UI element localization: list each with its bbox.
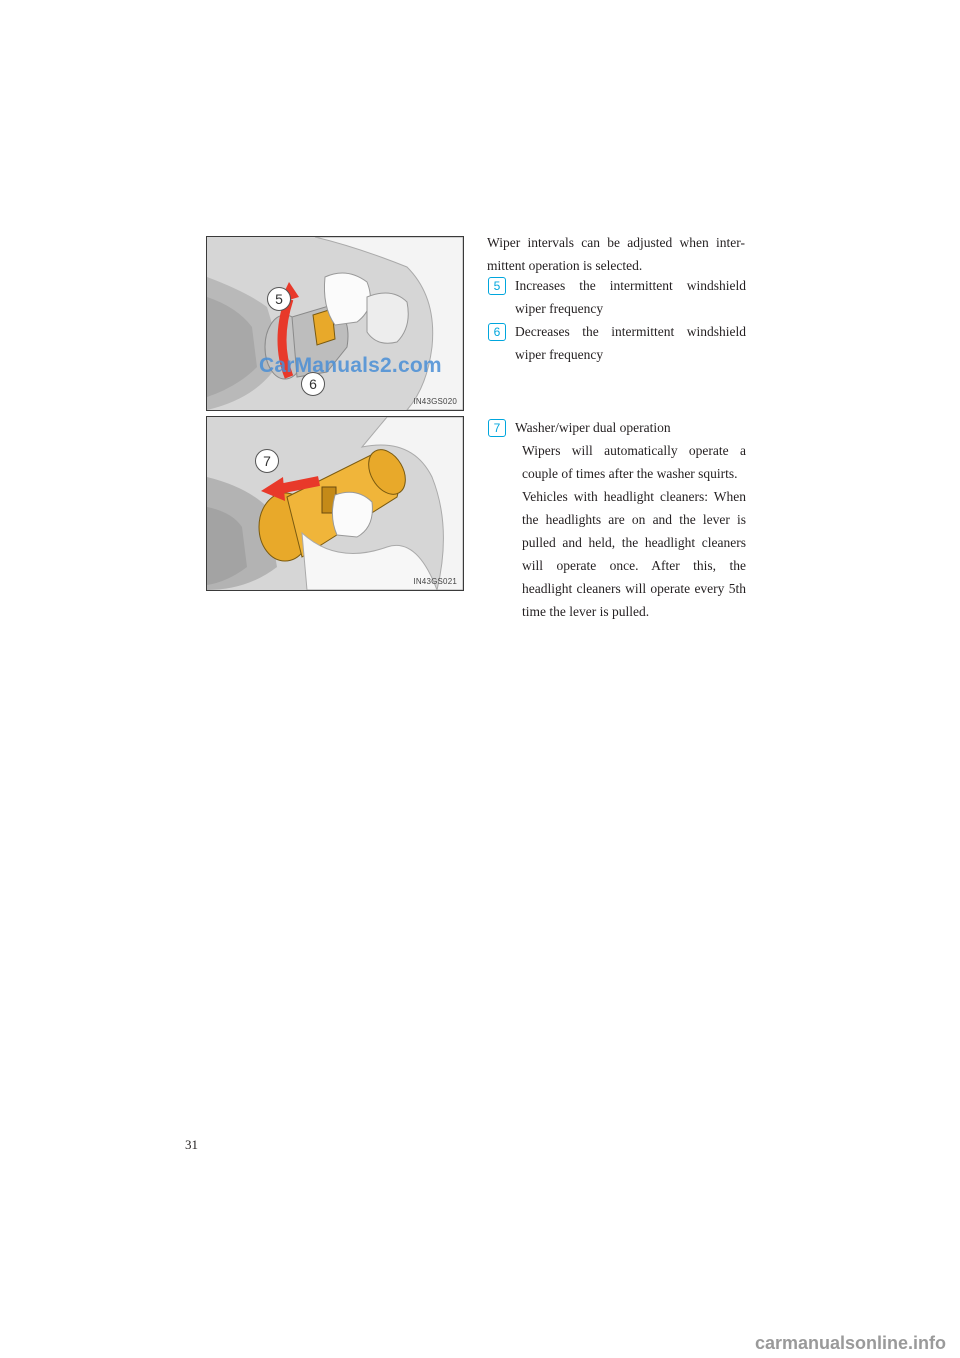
figure-wiper-interval [206,236,464,411]
number-badge-5: 5 [488,277,506,295]
figure-washer-operation [206,416,464,591]
list-item-7 [488,416,746,623]
number-badge-6: 6 [488,323,506,341]
figure-code: IN43GS020 [413,397,457,406]
wiper-interval-illustration [207,237,463,410]
page-number: 31 [185,1137,198,1152]
intro-paragraph: Wiper intervals can be adjusted when inter-mittent operation is selected. [487,235,745,273]
item-label: Washer/wiper dual operation [515,420,671,435]
item-label: Increases the intermittent windshield wiper frequency [515,278,746,316]
item-detail: Wipers will automatically operate a couple of times after the washer squirts. [522,443,746,481]
watermark-text: CarManuals2.com [259,354,442,377]
washer-operation-illustration [207,417,463,590]
callout-6: 6 [301,372,325,396]
list-item-6 [488,320,746,366]
callout-5: 5 [267,287,291,311]
item-label: Decreases the intermittent windshield wiper frequency [515,324,746,362]
number-badge-7: 7 [488,419,506,437]
list-item-5 [488,274,746,320]
figure-code: IN43GS021 [413,577,457,586]
item-detail: Vehicles with headlight cleaners: When the headlights are on and the lever is pulled and held, the headlight cleaners will operate once. After this, the headlight cleaners will operate every 5th time the lever is pulled. [522,489,746,619]
callout-7: 7 [255,449,279,473]
footer-watermark: carmanualsonline.info [754,1333,946,1353]
